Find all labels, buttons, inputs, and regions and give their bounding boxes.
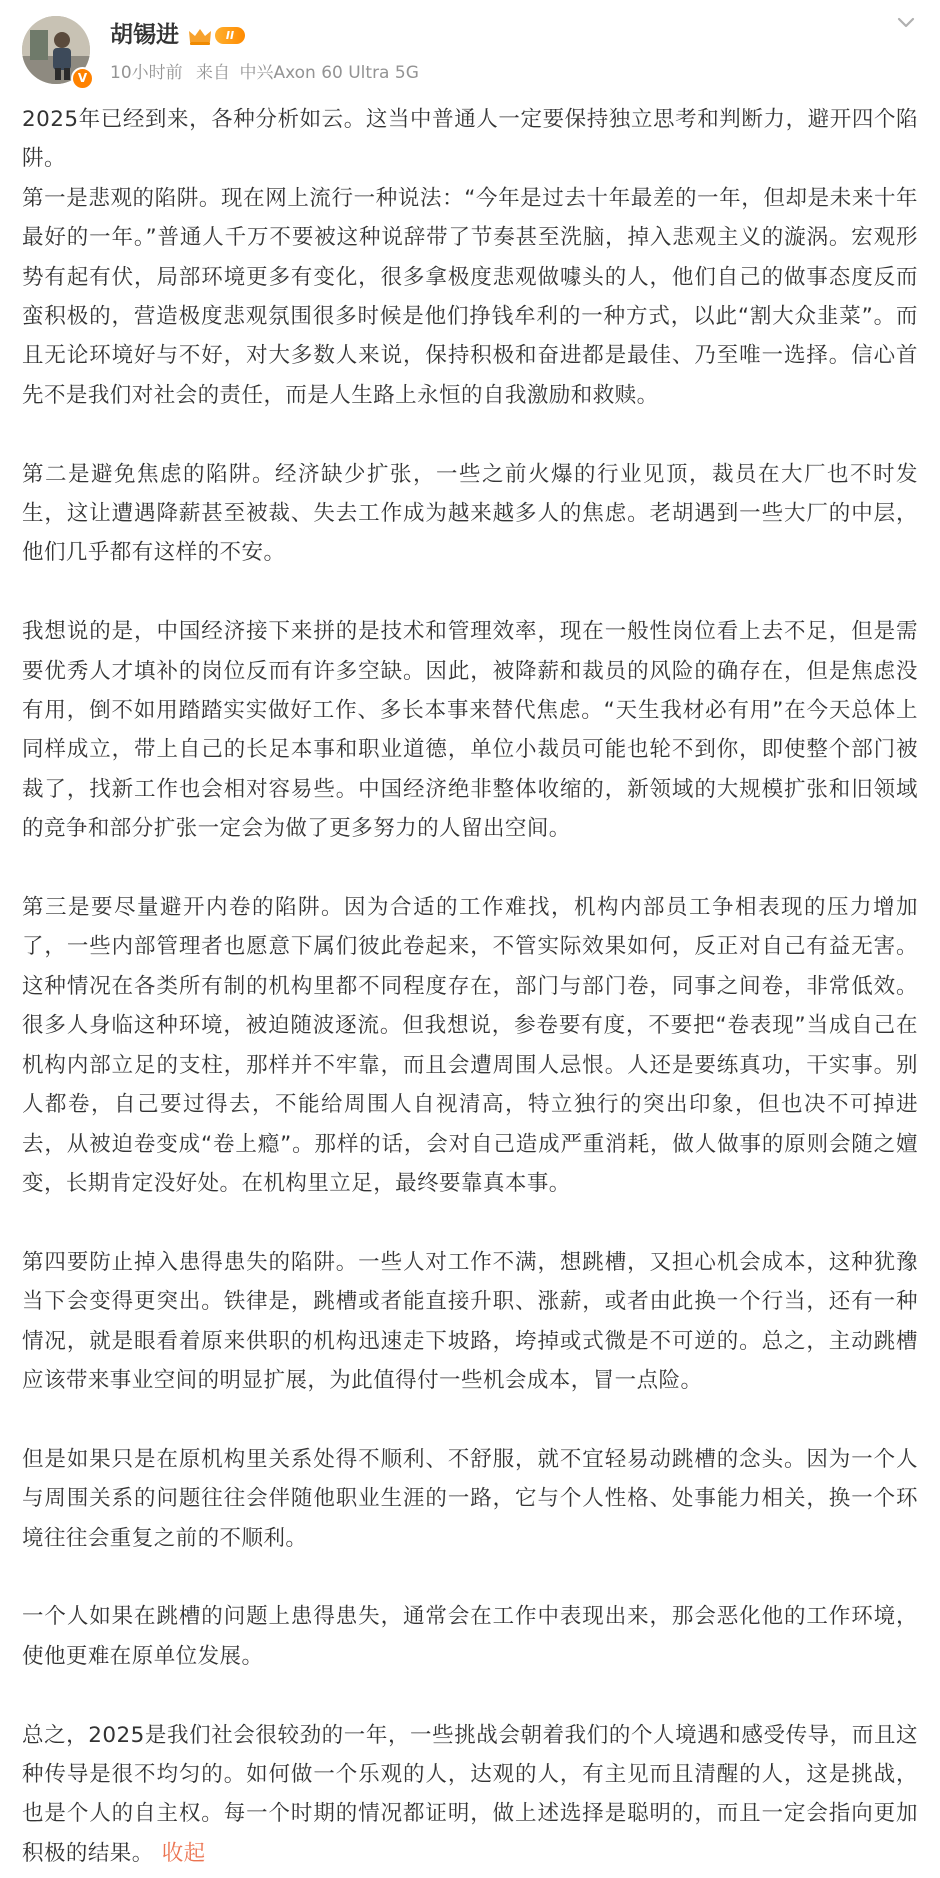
level-badge: II	[215, 27, 245, 44]
post-paragraph: 第二是避免焦虑的陷阱。经济缺少扩张，一些之前火爆的行业见顶，裁员在大厂也不时发生，这让遭遇降薪甚至被裁、失去工作成为越来越多人的焦虑。老胡遇到一些大厂的中层，他们几乎都有这样的不安。	[22, 461, 918, 566]
post-header	[0, 0, 940, 100]
post-meta	[110, 62, 427, 84]
post-body	[22, 100, 918, 1873]
post-paragraph: 第一是悲观的陷阱。现在网上流行一种说法：“今年是过去十年最差的一年，但却是未来十年最好的一年。”普通人千万不要被这种说辞带了节奏甚至洗脑，掉入悲观主义的漩涡。宏观形势有起有伏，局部环境更多有变化，很多拿极度悲观做噱头的人，他们自己的做事态度反而蛮积极的，营造极度悲观氛围很多时候是他们挣钱牟利的一种方式，以此“割大众韭菜”。而且无论环境好与不好，对大多数人来说，保持积极和奋进都是最佳、乃至唯一选择。信心首先不是我们对社会的责任，而是人生路上永恒的自我激励和救赎。	[22, 185, 918, 408]
paragraph-gap	[22, 415, 918, 454]
post-source-prefix: 来自	[196, 63, 231, 83]
crown-icon	[187, 26, 213, 46]
post-paragraph-text: 总之，2025是我们社会很较劲的一年，一些挑战会朝着我们的个人境遇和感受传导，而且这种传导是很不均匀的。如何做一个乐观的人，达观的人，有主见而且清醒的人，这是挑战，也是个人的自主权。每一个时期的情况都证明，做上述选择是聪明的，而且一定会指向更加积极的结果。	[22, 1722, 918, 1866]
paragraph-gap	[22, 1203, 918, 1242]
post-paragraph: 第四要防止掉入患得患失的陷阱。一些人对工作不满，想跳槽，又担心机会成本，这种犹豫当下会变得更突出。铁律是，跳槽或者能直接升职、涨薪，或者由此换一个行当，还有一种情况，就是眼看着原来供职的机构迅速走下坡路，垮掉或式微是不可逆的。总之，主动跳槽应该带来事业空间的明显扩展，为此值得付一些机会成本，冒一点险。	[22, 1249, 918, 1393]
vip-badge-icon: V	[71, 67, 94, 90]
post-paragraph: 但是如果只是在原机构里关系处得不顺利、不舒服，就不宜轻易动跳槽的念头。因为一个人与周围关系的问题往往会伴随他职业生涯的一路，它与个人性格、处事能力相关，换一个环境往往会重复之前的不顺利。	[22, 1446, 918, 1551]
paragraph-gap	[22, 1676, 918, 1715]
paragraph-gap	[22, 1400, 918, 1439]
paragraph-gap	[22, 1558, 918, 1597]
post-device[interactable]: 中兴Axon 60 Ultra 5G	[239, 63, 419, 83]
author-name[interactable]: 胡锡进	[110, 22, 179, 48]
post-paragraph: 2025年已经到来，各种分析如云。这当中普通人一定要保持独立思考和判断力，避开四个陷阱。	[22, 107, 918, 172]
paragraph-gap	[22, 849, 918, 888]
post-paragraph: 我想说的是，中国经济接下来拼的是技术和管理效率，现在一般性岗位看上去不足，但是需要优秀人才填补的岗位反而有许多空缺。因此，被降薪和裁员的风险的确存在，但是焦虑没有用，倒不如用踏踏实实做好工作、多长本事来替代焦虑。“天生我材必有用”在今天总体上同样成立，带上自己的长足本事和职业道德，单位小裁员可能也轮不到你，即使整个部门被裁了，找新工作也会相对容易些。中国经济绝非整体收缩的，新领域的大规模扩张和旧领域的竞争和部分扩张一定会为做了更多努力的人留出空间。	[22, 619, 918, 842]
paragraph-gap	[22, 573, 918, 612]
collapse-link[interactable]: 收起	[161, 1840, 206, 1866]
chevron-down-icon[interactable]	[893, 10, 919, 36]
post-paragraph: 第三是要尽量避开内卷的陷阱。因为合适的工作难找，机构内部员工争相表现的压力增加了，一些内部管理者也愿意下属们彼此卷起来，不管实际效果如何，反正对自己有益无害。这种情况在各类所有制的机构里都不同程度存在，部门与部门卷，同事之间卷，非常低效。很多人身临这种环境，被迫随波逐流。但我想说，参卷要有度，不要把“卷表现”当成自己在机构内部立足的支柱，那样并不牢靠，而且会遭周围人忌恨。人还是要练真功，干实事。别人都卷，自己要过得去，不能给周围人自视清高，特立独行的突出印象，但也决不可掉进去，从被迫卷变成“卷上瘾”。那样的话，会对自己造成严重消耗，做人做事的原则会随之嬗变，长期肯定没好处。在机构里立足，最终要靠真本事。	[22, 895, 918, 1196]
post-paragraph: 一个人如果在跳槽的问题上患得患失，通常会在工作中表现出来，那会恶化他的工作环境，使他更难在原单位发展。	[22, 1604, 918, 1669]
post-paragraph-last	[22, 1716, 918, 1874]
post-time: 10小时前	[110, 63, 183, 83]
